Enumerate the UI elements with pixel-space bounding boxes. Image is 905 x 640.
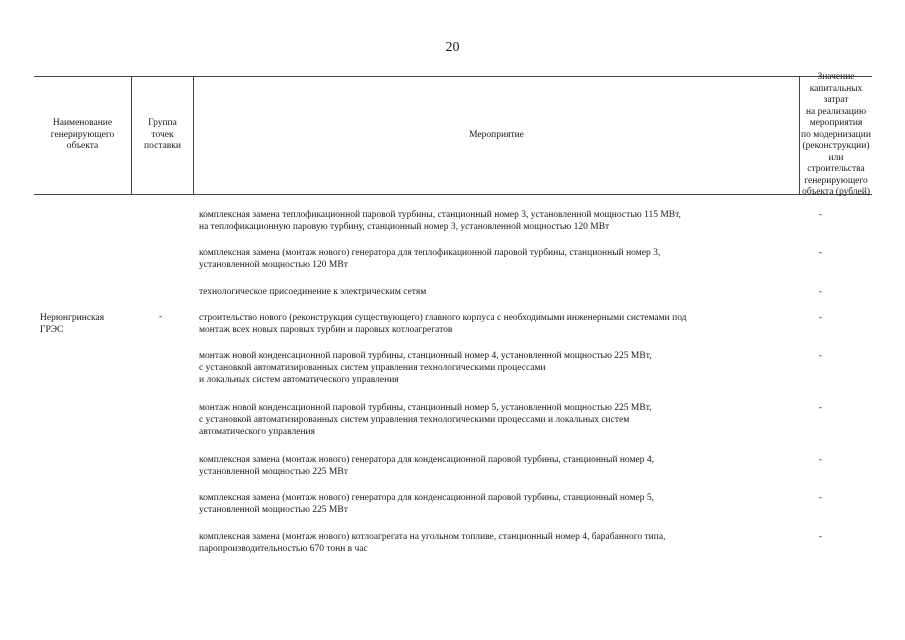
event-text: строительство нового (реконструкция существующего) главного корпуса с необходимыми инженерными системами под монтаж всех новых паровых турбин и паровых котлоагрегатов: [199, 313, 687, 335]
event-text: комплексная замена (монтаж нового) генератора для конденсационной паровой турбины, станционный номер 5, установленной мощностью 225 МВт: [199, 493, 654, 515]
cost-value: -: [818, 210, 823, 220]
header-event: Мероприятие: [193, 77, 799, 194]
event-text: комплексная замена теплофикационной паровой турбины, станционный номер 3, установленной мощностью 115 МВт, на теплофикационную паровую турбину, станционный номер 3, установленной мощностью 120 МВт: [199, 210, 681, 232]
event-text: комплексная замена (монтаж нового) генератора для теплофикационной паровой турбины, станционный номер 3, установленной мощностью 120 МВт: [199, 248, 661, 270]
event-text: комплексная замена (монтаж нового) генератора для конденсационной паровой турбины, станционный номер 4, установленной мощностью 225 МВт: [199, 455, 654, 477]
cost-value: -: [818, 351, 823, 361]
cost-value: -: [818, 403, 823, 413]
header-object-name: Наименование генерирующего объекта: [50, 118, 115, 152]
cost-value: -: [818, 248, 823, 258]
object-name: Нерюнгринская ГРЭС: [40, 313, 105, 335]
table-header: [34, 72, 872, 198]
cost-value: -: [818, 532, 823, 542]
cost-value: -: [818, 493, 823, 503]
cost-value: -: [818, 455, 823, 465]
delivery-group: -: [159, 312, 163, 322]
event-text: комплексная замена (монтаж нового) котлоагрегата на угольном топливе, станционный номер 4, барабанного типа, паропроизводительностью 670 тонн в час: [199, 532, 666, 554]
event-text: монтаж новой конденсационной паровой турбины, станционный номер 5, установленной мощностью 225 МВт, с установкой автоматизированных систем управления технологическими процессами и локальных систем автоматического управления: [199, 403, 652, 437]
page-number: 20: [445, 40, 460, 55]
cost-value: -: [818, 287, 823, 297]
cost-value: -: [818, 313, 823, 323]
header-capital-cost: Значение капитальных затрат на реализацию мероприятия по модернизации (реконструкции) или строительства генерирующего объекта (рублей): [799, 77, 872, 194]
header-delivery-group: Группа точек поставки: [131, 77, 193, 194]
event-text: монтаж новой конденсационной паровой турбины, станционный номер 4, установленной мощностью 225 МВт, с установкой автоматизированных систем управления технологическими процессами и локальных систем автоматического управления: [199, 351, 652, 385]
event-text: технологическое присоединение к электрическим сетям: [199, 287, 427, 297]
